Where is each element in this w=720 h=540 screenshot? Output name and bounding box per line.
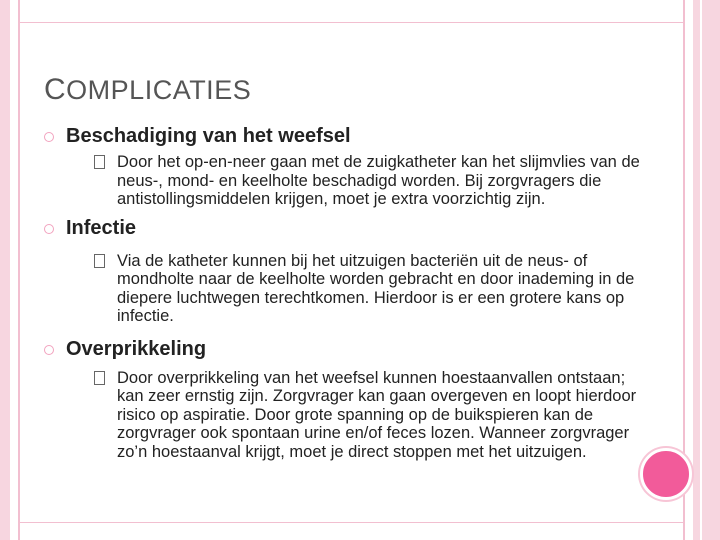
slide-title: [44, 73, 251, 107]
bottom-rule: [20, 522, 683, 523]
list-item: [44, 216, 644, 326]
pink-circle-decoration: [640, 448, 692, 500]
item-body: Door overprikkeling van het weefsel kunnen hoestaanvallen ontstaan; kan zeer ernstig zijn. Zorgvrager kan gaan overgeven en loopt hierdoor risico op aspiratie. Door grote spanning op de buikspieren kan de zorgvrager ook spontaan urine en/of feces lozen. Wanneer zorgvrager zo’n hoestaanval krijgt, moet je direct stoppen met het uitzuigen.: [117, 368, 637, 461]
item-body: Via de katheter kunnen bij het uitzuigen bacteriën uit de neus- of mondholte naar de keelholte worden gebracht en door inademing in de diepere luchtwegen terechtkomen. Hierdoor is er een grotere kans op infectie.: [117, 251, 635, 325]
list-item: [44, 124, 644, 209]
content: [44, 124, 644, 461]
top-rule: [20, 22, 683, 23]
item-body: Door het op-en-neer gaan met de zuigkatheter kan het slijmvlies van de neus-, mond- en keelholte beschadigd worden. Bij zorgvragers die antistollingsmiddelen krijgen, moet je extra voorzichtig zijn.: [117, 153, 640, 208]
sub-item: [94, 153, 644, 209]
title-first-letter: C: [44, 73, 67, 106]
square-bullet-icon: [94, 254, 105, 268]
circle-bullet-icon: [44, 132, 54, 142]
circle-bullet-icon: [44, 345, 54, 355]
item-heading: Infectie: [66, 216, 137, 239]
title-rest: OMPLICATIES: [66, 75, 252, 105]
left-border-line: [18, 0, 20, 540]
square-bullet-icon: [94, 371, 105, 385]
left-border-decoration: [0, 0, 10, 540]
sub-item: [94, 369, 644, 462]
item-heading: Beschadiging van het weefsel: [66, 125, 351, 147]
right-border-decoration: [693, 0, 720, 540]
square-bullet-icon: [94, 155, 105, 169]
circle-bullet-icon: [44, 224, 54, 234]
item-heading: Overprikkeling: [66, 337, 207, 360]
right-border-inner-line: [700, 0, 702, 540]
sub-item: [94, 252, 644, 326]
list-item: [44, 337, 644, 462]
